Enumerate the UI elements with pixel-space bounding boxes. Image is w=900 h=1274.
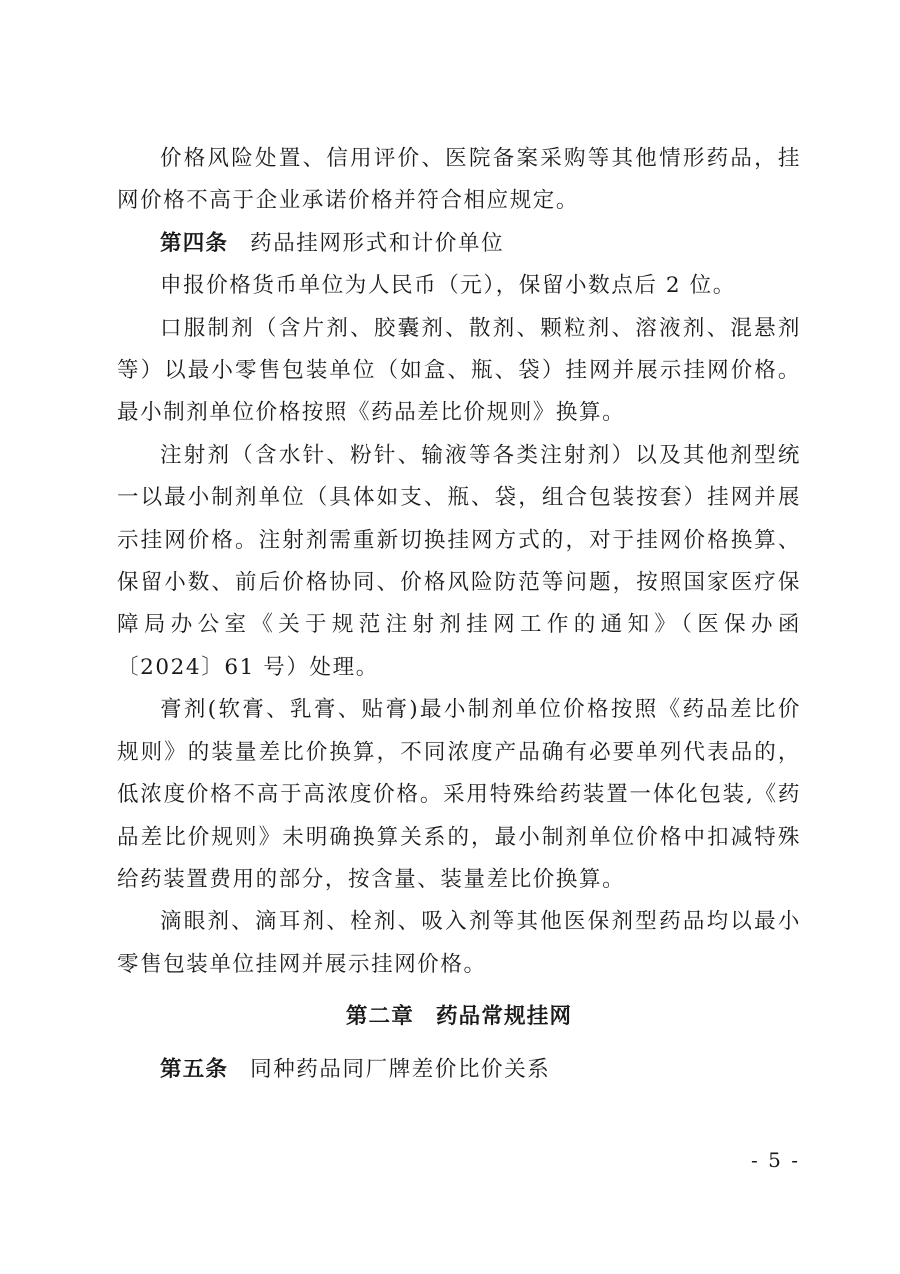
paragraph-text: 滴眼剂、滴耳剂、栓剂、吸入剂等其他医保剂型药品均以最小零售包装单位挂网并展示挂网价格。 bbox=[117, 909, 801, 977]
paragraph-currency bbox=[117, 265, 801, 307]
chapter-2-title: 药品常规挂网 bbox=[435, 1004, 573, 1030]
paragraph-ointment bbox=[117, 689, 801, 901]
chapter-2-number: 第二章 bbox=[345, 1004, 414, 1030]
article-4-heading bbox=[117, 223, 801, 265]
article-5-title: 同种药品同厂牌差价比价关系 bbox=[250, 1056, 551, 1082]
article-4-number: 第四条 bbox=[160, 230, 229, 256]
paragraph-text: 口服制剂（含片剂、胶囊剂、散剂、颗粒剂、溶液剂、混悬剂等）以最小零售包装单位（如盒、瓶、袋）挂网并展示挂网价格。最小制剂单位价格按照《药品差比价规则》换算。 bbox=[117, 315, 801, 426]
paragraph-other-forms bbox=[117, 901, 801, 986]
article-5-number: 第五条 bbox=[160, 1056, 229, 1082]
paragraph-oral bbox=[117, 308, 801, 435]
paragraph-text: 注射剂（含水针、粉针、输液等各类注射剂）以及其他剂型统一以最小制剂单位（具体如支、瓶、袋，组合包装按套）挂网并展示挂网价格。注射剂需重新切换挂网方式的，对于挂网价格换算、保留小数、前后价格协同、价格风险防范等问题，按照国家医疗保障局办公室《关于规范注射剂挂网工作的通知》（医保办函〔2024〕61 号）处理。 bbox=[117, 442, 801, 680]
body-text bbox=[117, 138, 801, 1091]
article-4-title: 药品挂网形式和计价单位 bbox=[250, 230, 505, 256]
chapter-2-heading bbox=[117, 986, 801, 1048]
paragraph-text: 申报价格货币单位为人民币（元），保留小数点后 2 位。 bbox=[160, 273, 736, 299]
paragraph-text: 膏剂(软膏、乳膏、贴膏)最小制剂单位价格按照《药品差比价规则》的装量差比价换算，不同浓度产品确有必要单列代表品的，低浓度价格不高于高浓度价格。采用特殊给药装置一体化包装,《药品差比价规则》未明确换算关系的，最小制剂单位价格中扣减特殊给药装置费用的部分，按含量、装量差比价换算。 bbox=[117, 697, 801, 892]
page-number: - 5 - bbox=[751, 1148, 800, 1172]
article-5-heading bbox=[117, 1049, 801, 1091]
paragraph-text: 价格风险处置、信用评价、医院备案采购等其他情形药品，挂网价格不高于企业承诺价格并符合相应规定。 bbox=[117, 146, 801, 214]
paragraph-injection bbox=[117, 435, 801, 689]
paragraph-price-risk bbox=[117, 138, 801, 223]
